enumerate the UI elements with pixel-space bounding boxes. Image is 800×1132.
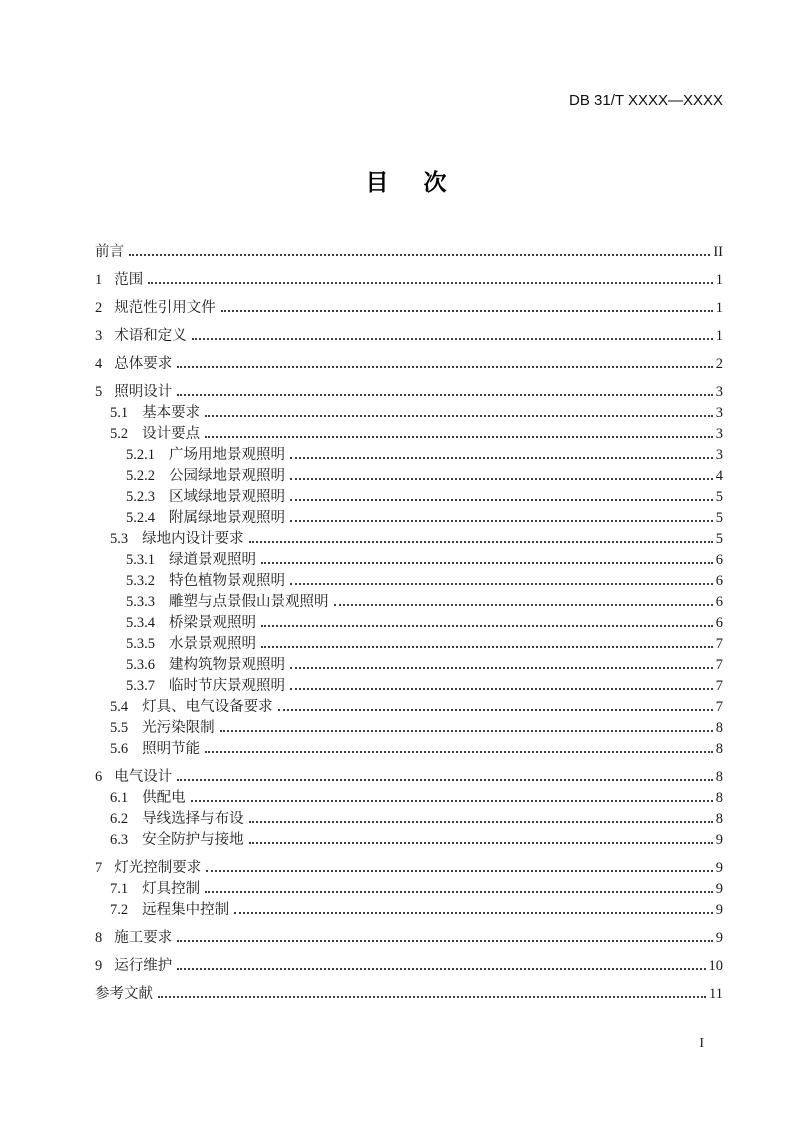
toc-page-number: 8 [715,811,723,827]
toc-page-number: 5 [715,510,723,526]
toc-entry-title: 建构筑物景观照明 [169,657,285,673]
document-number: DB 31/T XXXX—XXXX [569,92,723,109]
toc-page-number: 5 [715,531,723,547]
toc-entry-title: 供配电 [142,790,186,806]
toc-leader-dots [249,821,713,823]
toc-entry-title: 导线选择与布设 [142,811,244,827]
toc-entry-number: 7.1 [110,881,129,897]
toc-page-number: 9 [715,881,723,897]
toc-page-number: 1 [715,300,723,316]
toc-page-number: 8 [715,720,723,736]
toc-entry [95,830,723,851]
toc-entry-title: 区域绿地景观照明 [169,489,285,505]
toc-page-number: 7 [715,657,723,673]
toc-leader-dots [205,436,713,438]
toc-entry-number: 3 [95,328,103,344]
toc-entry-number: 6.1 [110,790,129,806]
toc-entry [95,879,723,900]
toc-page-number: 11 [709,986,723,1002]
toc-page-number: 1 [715,328,723,344]
toc-entry [95,354,723,375]
toc-entry-number: 5.1 [110,405,129,421]
toc-entry-title: 照明设计 [114,384,173,400]
toc-entry [95,529,723,550]
toc-entry-number: 5.2.1 [126,447,155,463]
toc-entry [95,242,723,263]
toc-entry [95,487,723,508]
toc-entry [95,382,723,403]
toc-entry [95,571,723,592]
toc-entry-title: 前言 [95,244,124,260]
toc-entry-number: 5.3.3 [126,594,155,610]
toc-page-number: 6 [715,552,723,568]
toc-entry [95,270,723,291]
toc-page-number: 4 [715,468,723,484]
toc-entry-number: 5.5 [110,720,129,736]
toc-entry-title: 规范性引用文件 [114,300,216,316]
toc-leader-dots [261,646,713,648]
toc-entry [95,508,723,529]
toc-page-number: 7 [715,636,723,652]
toc-entry-number: 6 [95,769,103,785]
toc-entry-title: 运行维护 [114,958,173,974]
toc-entry-number: 5.3 [110,531,129,547]
toc-page-number: 9 [715,860,723,876]
toc-leader-dots [192,338,713,340]
toc-entry-number: 5.3.4 [126,615,155,631]
toc-entry [95,550,723,571]
toc-leader-dots [249,541,713,543]
toc-entry-title: 雕塑与点景假山景观照明 [169,594,329,610]
toc-entry-number: 5.3.6 [126,657,155,673]
toc-leader-dots [290,583,713,585]
toc-entry-number: 8 [95,930,103,946]
toc-entry-title: 基本要求 [142,405,201,421]
toc-entry [95,676,723,697]
toc-entry-number: 5.4 [110,699,129,715]
toc-entry-title: 施工要求 [114,930,173,946]
toc-page-number: 8 [715,741,723,757]
toc-entry [95,634,723,655]
toc-entry [95,592,723,613]
toc-entry-title: 参考文献 [95,986,153,1002]
toc-entry-number: 5.2 [110,426,129,442]
toc-entry [95,858,723,879]
toc-entry [95,466,723,487]
toc-page-number: 6 [715,573,723,589]
toc-entry [95,298,723,319]
toc-leader-dots [177,779,713,781]
toc-leader-dots [220,730,713,732]
toc-entry-number: 7.2 [110,902,129,918]
toc-entry [95,613,723,634]
toc-leader-dots [290,667,713,669]
toc-entry-title: 电气设计 [114,769,173,785]
toc-entry [95,326,723,347]
toc-page-number: 2 [715,356,723,372]
toc-leader-dots [177,940,713,942]
toc-entry-title: 范围 [114,272,144,288]
toc-entry [95,767,723,788]
toc-leader-dots [261,625,713,627]
toc-page-number: 9 [715,902,723,918]
toc-leader-dots [205,751,713,753]
toc-entry-title: 特色植物景观照明 [169,573,285,589]
toc-entry [95,928,723,949]
toc-page-number: 3 [715,426,723,442]
toc-entry-number: 7 [95,860,103,876]
toc-page-number: 3 [715,447,723,463]
toc-entry-number: 5.2.4 [126,510,155,526]
toc-entry-title: 广场用地景观照明 [169,447,285,463]
toc-entry-title: 临时节庆景观照明 [169,678,285,694]
toc-page-number: 8 [715,790,723,806]
toc-entry-title: 灯具、电气设备要求 [142,699,273,715]
toc-entry-title: 总体要求 [114,356,173,372]
toc-leader-dots [205,415,713,417]
toc-page-number: 9 [715,832,723,848]
toc-entry [95,424,723,445]
toc-leader-dots [290,688,713,690]
toc-entry-number: 4 [95,356,103,372]
toc-entry-title: 远程集中控制 [142,902,230,918]
toc-leader-dots [261,562,713,564]
toc-entry-number: 9 [95,958,103,974]
toc-entry-title: 灯光控制要求 [114,860,202,876]
toc-entry-number: 5.3.1 [126,552,155,568]
toc-entry-number: 2 [95,300,103,316]
footer-page-number: I [699,1036,704,1051]
toc-entry-title: 安全防护与接地 [142,832,244,848]
toc-leader-dots [191,800,713,802]
toc-entry-number: 5.3.7 [126,678,155,694]
toc-entry-title: 设计要点 [142,426,201,442]
toc-entry [95,900,723,921]
toc-entry-title: 光污染限制 [142,720,215,736]
toc-leader-dots [148,282,713,284]
table-of-contents [95,242,723,1005]
toc-page-number: 8 [715,769,723,785]
toc-entry [95,697,723,718]
toc-entry [95,956,723,977]
page-title: 目 次 [365,169,453,195]
toc-entry [95,809,723,830]
toc-entry-number: 5.3.5 [126,636,155,652]
toc-entry-number: 5.3.2 [126,573,155,589]
toc-entry-number: 6.3 [110,832,129,848]
toc-entry [95,984,723,1005]
toc-entry [95,445,723,466]
toc-leader-dots [177,366,713,368]
toc-entry-title: 附属绿地景观照明 [169,510,285,526]
toc-entry-title: 公园绿地景观照明 [169,468,285,484]
toc-page-number: 10 [708,958,723,974]
toc-entry-title: 术语和定义 [114,328,187,344]
toc-entry-number: 5.2.3 [126,489,155,505]
toc-page-number: 3 [715,405,723,421]
toc-entry [95,739,723,760]
toc-page-number: 6 [715,615,723,631]
toc-leader-dots [334,604,713,606]
toc-leader-dots [206,870,713,872]
toc-entry [95,788,723,809]
toc-entry-title: 水景景观照明 [169,636,256,652]
toc-entry-title: 绿道景观照明 [169,552,256,568]
toc-leader-dots [290,520,713,522]
toc-entry [95,718,723,739]
toc-page-number: 3 [715,384,723,400]
toc-page-number: 7 [715,678,723,694]
toc-page-number: 7 [715,699,723,715]
toc-page-number: 6 [715,594,723,610]
toc-page-number: 5 [715,489,723,505]
toc-entry-number: 6.2 [110,811,129,827]
toc-entry [95,655,723,676]
toc-leader-dots [177,968,705,970]
toc-page-number: II [713,244,723,260]
toc-entry-title: 绿地内设计要求 [142,531,244,547]
toc-leader-dots [290,457,713,459]
toc-leader-dots [129,254,710,256]
toc-leader-dots [249,842,713,844]
toc-entry-title: 照明节能 [142,741,201,757]
toc-entry-title: 桥梁景观照明 [169,615,256,631]
toc-entry-number: 1 [95,272,103,288]
toc-entry-number: 5.6 [110,741,129,757]
toc-leader-dots [158,996,706,998]
toc-entry-title: 灯具控制 [142,881,201,897]
toc-leader-dots [221,310,713,312]
toc-leader-dots [234,912,713,914]
toc-page-number: 1 [715,272,723,288]
toc-leader-dots [290,478,713,480]
toc-leader-dots [177,394,713,396]
toc-leader-dots [205,891,713,893]
toc-entry [95,403,723,424]
toc-entry-number: 5 [95,384,103,400]
toc-leader-dots [290,499,713,501]
toc-leader-dots [278,709,713,711]
toc-entry-number: 5.2.2 [126,468,155,484]
toc-page-number: 9 [715,930,723,946]
